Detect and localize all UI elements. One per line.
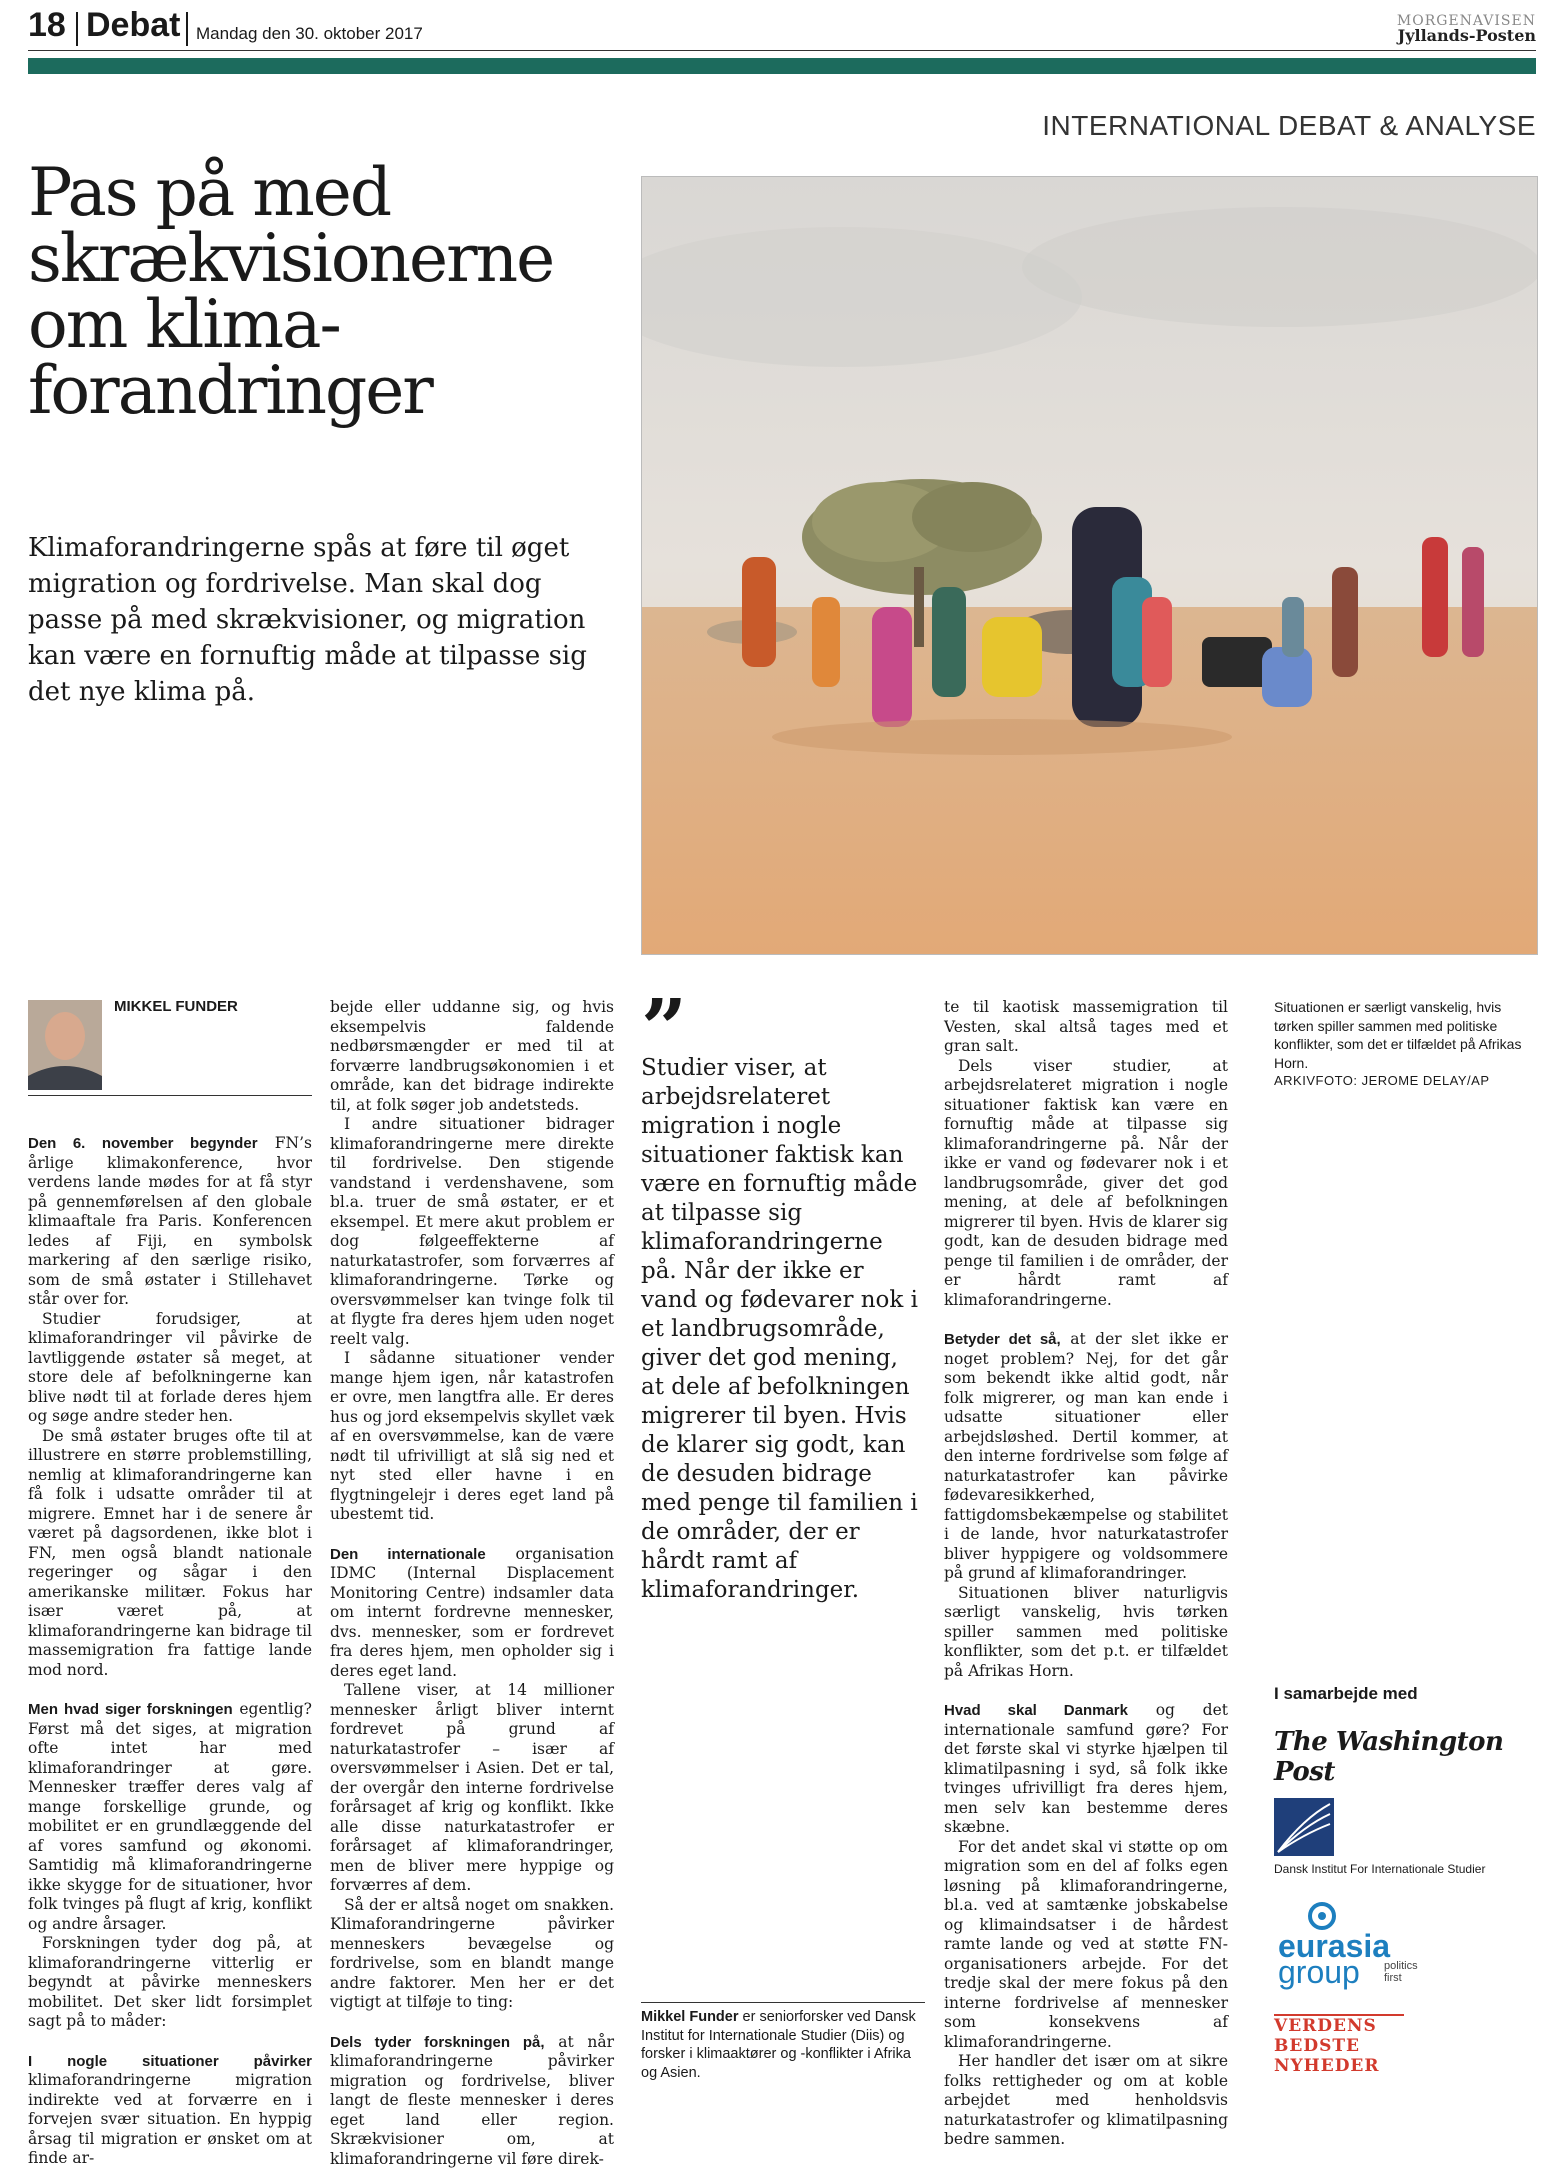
paragraph-text: organisation IDMC (Internal Displacement Monitoring Centre) indsamler data om internt fordrevne mennesker, dvs. mennesker, som er fordrevet fra deres hjem, men opholder sig i deres eget land. [330, 1545, 614, 1680]
headline-line: om klima- [28, 286, 340, 363]
paragraph: te til kaotisk massemigration til Vesten, skal altså tages med et gran salt. [944, 998, 1228, 1057]
headline [28, 160, 628, 424]
verdens-bedste-nyheder-logo [1274, 2016, 1380, 2076]
vbn-line: VERDENS [1274, 2016, 1380, 2036]
paragraph [944, 1701, 1228, 1838]
article-column-4 [944, 998, 1228, 2150]
paragraph-lead-in: Den internationale [330, 1546, 486, 1563]
section-kicker: INTERNATIONAL DEBAT & ANALYSE [1042, 110, 1536, 142]
paragraph: De små østater bruges ofte til at illustrere en større problemstilling, nemlig at klimaforandringerne kan få folk i udsatte områder til at migrere. Emnet har i de senere år været på dagsordenen, ikke blot i FN, men også blandt nationale regeringer og sågar i den amerikanske militær. Fokus har især været på, at klimaforandringerne kan bidrage til massemigration fra fattige lande mod nord. [28, 1427, 312, 1681]
vbn-line: NYHEDER [1274, 2056, 1380, 2076]
article-column-1 [28, 1134, 312, 2169]
section-name: Debat [86, 6, 180, 45]
logo-line2: Jyllands-Posten [1397, 28, 1536, 44]
paragraph: Så der er altså noget om snakken. Klimaforandringerne påvirker menneskers bevægelse og fordrivelse, som en blandt mange andre faktorer. Men her er det vigtigt at tilføje to ting: [330, 1896, 614, 2013]
bio-rule [641, 2002, 925, 2003]
article-lead: Klimaforandringerne spås at føre til øget migration og fordrivelse. Man skal dog passe på med skrækvisioner, og migration kan være en fornuftig måde at tilpasse sig det nye klima på. [28, 530, 588, 710]
paragraph: Dels viser studier, at arbejdsrelateret migration i nogle situationer faktisk kan være en fornuftig måde at tilpasse sig klimaforandringerne på. Når der ikke er vand og fødevarer nok i et landbrugsområde, giver det god mening, at dele af befolkningen migrerer til byen. Hvis de klarer sig godt, kan de desuden bidrage med penge til familien i de områder, der er hårdt ramt af klimaforandringerne. [944, 1057, 1228, 1311]
partners-label: I samarbejde med [1274, 1684, 1418, 1704]
paragraph-text: klimaforandringerne migration indirekte ved at forværre en i forvejen svær situation. En hyppig årsag til migration er ønsket om at finde ar- [28, 2071, 312, 2167]
paragraph: I sådanne situationer vender mange hjem igen, når katastrofen er ovre, men langtfra alle. Er deres hus og jord eksempelvis skyllet væk af en oversvømmelse, kan de være nødt til ufrivilligt at slå sig ned et nyt sted eller havne i en flygtningelejr i deres eget land på ubestemt tid. [330, 1349, 614, 1525]
caption-text: Situationen er særligt vanskelig, hvis tørken spiller sammen med politiske konflikter, som det er tilfældet på Afrikas Horn. [1274, 998, 1536, 1072]
paragraph: Forskningen tyder dog på, at klimaforandringerne vitterlig er begyndt at påvirke menneskers mobilitet. Det sker lidt forsimplet sagt på to måder: [28, 1934, 312, 2032]
header-divider [186, 12, 188, 46]
paragraph [330, 1545, 614, 1682]
eurasia-swirl-icon [1308, 1902, 1336, 1930]
page-number: 18 [28, 6, 66, 45]
paragraph [330, 2033, 614, 2169]
byline-rule [28, 1095, 312, 1096]
article-photo [641, 176, 1538, 955]
paragraph-text: og det internationale samfund gøre? For det første skal vi styrke hjælpen til klimatilpasning i syd, så folk ikke tvinges ufrivilligt fra deres hjem, men selv kan bestemme deres skæbne. [944, 1701, 1228, 1836]
paragraph [28, 1134, 312, 1310]
paragraph-text: FN’s årlige klimakonference, hvor verdens lande mødes for at få styr på gennemførelsen af den globale klimaaftale fra Paris. Konferencen ledes af Fiji, en symbolsk markering af den særlige risiko, som de små østater i Stillehavet står over for. [28, 1134, 312, 1308]
bio-text: er seniorforsker ved Dansk Institut for Internationale Studier (Diis) og forsker i klimaaktører og -konflikter i Afrika og Asien. [641, 2009, 916, 2081]
paragraph-text: at der slet ikke er noget problem? Nej, for det går som bekendt ikke altid godt, når folk migrerer, og man kan ende i udsatte situationer eller arbejdsløshed. Dertil kommer, at den interne fordrivelse som følge af naturkatastrofer kan påvirke fødevaresikkerhed, fattigdomsbekæmpelse og stabilitet i de lande, hvor naturkatastrofer bliver hyppigere og voldsommere på grund af klimaforandringer. [944, 1330, 1228, 1582]
paragraph-lead-in: Dels tyder forskningen på, [330, 2034, 545, 2051]
washington-post-logo: The Washington Post [1274, 1727, 1562, 1787]
paragraph-lead-in: Hvad skal Danmark [944, 1702, 1128, 1719]
accent-bar [28, 58, 1536, 74]
paragraph: Situationen bliver naturligvis særligt vanskelig, hvis tørken spiller sammen med politiske konflikter, som det p.t. er tilfældet på Afrikas Horn. [944, 1584, 1228, 1682]
pull-quote: Studier viser, at arbejdsrelateret migration i nogle situationer faktisk kan være en fornuftig måde at tilpasse sig klimaforandringerne på. Når der ikke er vand og fødevarer nok i et landbrugsområde, giver det god mening, at dele af befolkningen migrerer til byen. Hvis de klarer sig godt, kan de desuden bidrage med penge til familien i de områder, der er hårdt ramt af klimaforandringer. [641, 1054, 925, 1605]
paragraph-text: at når klimaforandringerne påvirker migration og fordrivelse, bliver langt de fleste mennesker i deres eget land eller region. Skrækvisioner om, at klimaforandringerne vil føre direk- [330, 2033, 614, 2168]
paragraph: For det andet skal vi støtte op om migration som en del af folks egen løsning på klimaforandringerne, bl.a. ved at samtænke jobskabelse og klimaindsatser i de hårdest ramte lande og ved at støtte FN-organisationers arbejde. For det tredje skal der mere fokus på den interne fordrivelse af mennesker som konsekvens af klimaforandringerne. [944, 1838, 1228, 2053]
paragraph-lead-in: Men hvad siger forskningen [28, 1701, 233, 1718]
paragraph-text: egentlig? Først må det siges, at migration ofte intet har med klimaforandringer at gøre. Mennesker træffer deres valg af mange forskellige grunde, og mobilitet er en grundlæggende del af vores samfund og økonomi. Samtidig må klimaforandringerne ikke skygge for de situationer, hvor folk tvinges på flugt af krig, konflikt og andre årsager. [28, 1700, 312, 1933]
diis-name: Dansk Institut For Internationale Studier [1274, 1862, 1485, 1876]
eurasia-group-logo [1278, 1902, 1418, 1972]
article-column-2 [330, 998, 614, 2169]
paragraph [28, 2052, 312, 2169]
author-bio [641, 2008, 925, 2082]
paragraph-lead-in: I nogle situationer påvirker [28, 2053, 312, 2070]
header-rule [28, 50, 1536, 51]
quote-mark-icon: ” [641, 988, 687, 1068]
paragraph [944, 1330, 1228, 1584]
author-byline: MIKKEL FUNDER [114, 998, 238, 1015]
paragraph [28, 1700, 312, 1934]
eurasia-tagline: politics first [1384, 1960, 1418, 1984]
paragraph-lead-in: Betyder det så, [944, 1331, 1061, 1348]
paragraph-lead-in: Den 6. november begynder [28, 1135, 258, 1152]
eurasia-line2: group [1278, 1958, 1360, 1986]
issue-date: Mandag den 30. oktober 2017 [196, 24, 423, 44]
headline-line: skrækvisionerne [28, 220, 553, 297]
paragraph: Her handler det især om at sikre folks rettigheder og om at koble arbejdet med henholdsvis naturkatastrofer og klimatilpasning bedre sammen. [944, 2052, 1228, 2150]
vbn-line: BEDSTE [1274, 2036, 1380, 2056]
bio-name: Mikkel Funder [641, 2009, 739, 2025]
headline-line: Pas på med [28, 154, 390, 231]
photo-caption [1274, 998, 1536, 1091]
author-avatar [28, 1000, 102, 1090]
paragraph: I andre situationer bidrager klimaforandringerne mere direkte til fordrivelse. Den stigende vandstand i verdenshavene, som bl.a. truer de små østater, er et eksempel. Et mere akut problem er dog følgeeffekterne af naturkatastrofer, som forværres af klimaforandringerne. Tørke og oversvømmelser kan tvinge folk til at flygte fra deres hjem uden noget reelt valg. [330, 1115, 614, 1349]
paragraph: Studier forudsiger, at klimaforandringer vil påvirke de lavtliggende østater så meget, at store dele af befolkningerne kan blive nødt til at forlade deres hjem og søge andre steder hen. [28, 1310, 312, 1427]
logo-line1: MORGENAVISEN [1397, 14, 1536, 28]
headline-line: forandringer [28, 352, 432, 429]
paragraph: Tallene viser, at 14 millioner mennesker årligt bliver internt fordrevet på grund af naturkatastrofer – især af oversvømmelser i Asien. Det er tal, der overgår den interne fordrivelse forårsaget af krig og konflikt. Ikke alle disse naturkatastrofer er forårsaget af klimaforandringer, men de bliver mere hyppige og forværres af dem. [330, 1681, 614, 1896]
newspaper-logo [1397, 14, 1536, 44]
diis-logo-icon [1274, 1798, 1334, 1856]
paragraph: bejde eller uddanne sig, og hvis eksempelvis faldende nedbørsmængder er med til at forværre landbrugsøkonomien i et område, kan det bidrage indirekte til, at folk søger job andetsteds. [330, 998, 614, 1115]
header-divider [76, 12, 78, 46]
photo-credit: ARKIVFOTO: JEROME DELAY/AP [1274, 1072, 1536, 1091]
photo-scene-icon [642, 177, 1537, 954]
eurasia-line1: eurasia [1278, 1932, 1390, 1960]
